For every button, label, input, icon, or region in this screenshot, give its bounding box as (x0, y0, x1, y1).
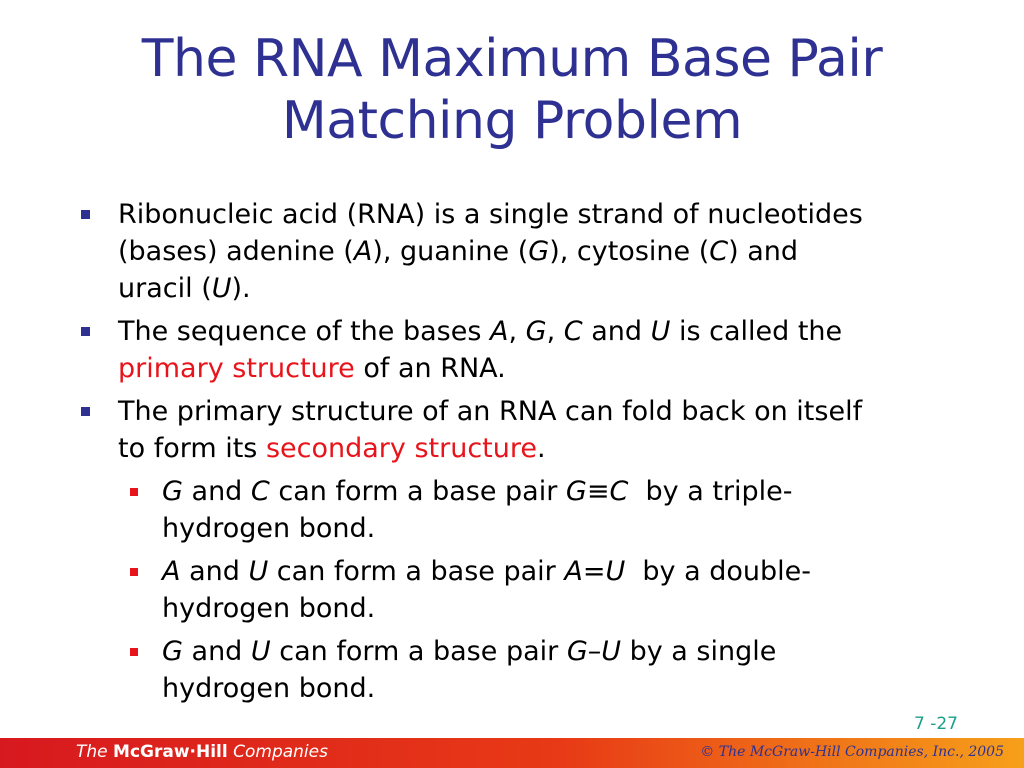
text-line (118, 233, 978, 270)
text-run: Ribonucleic acid (RNA) is a single strand of nucleotides (118, 199, 863, 230)
subbullet-gc-pair (78, 473, 978, 547)
base-symbol: G (528, 236, 550, 267)
copyright-notice: © The McGraw-Hill Companies, Inc., 2005 (700, 744, 1004, 760)
footer-bar (0, 738, 1024, 768)
text-run: is called the (670, 316, 843, 347)
highlight-term: secondary structure (265, 433, 537, 464)
bullet-primary-structure (78, 313, 978, 387)
highlight-term: primary structure (118, 353, 355, 384)
text-line (162, 633, 978, 670)
slide-body (78, 196, 978, 713)
text-run: by a double- (625, 556, 811, 587)
text-run: and (182, 636, 251, 667)
base-symbol: G (525, 316, 547, 347)
base-symbol: A (353, 236, 373, 267)
text-line (118, 350, 978, 387)
text-run: ), cytosine ( (549, 236, 710, 267)
logo-suffix: Companies (227, 742, 328, 762)
base-symbol: C (563, 316, 583, 347)
base-symbol: U (650, 316, 671, 347)
base-pair-symbol: G≡C (565, 476, 629, 507)
text-run: can form a base pair (268, 556, 565, 587)
base-symbol: G (162, 636, 183, 667)
text-line (118, 196, 978, 233)
text-run: hydrogen bond. (162, 673, 376, 704)
base-symbol: A (162, 556, 181, 587)
base-symbol: G (162, 476, 183, 507)
base-symbol: C (709, 236, 729, 267)
text-line (162, 590, 978, 627)
text-run: ), guanine ( (372, 236, 529, 267)
text-run: ). (231, 273, 251, 304)
logo-prefix: The (76, 742, 114, 762)
text-run: The primary structure of an RNA can fold back on itself (118, 396, 863, 427)
text-run: and (582, 316, 651, 347)
square-subbullet-icon (130, 488, 138, 496)
text-run: to form its (118, 433, 266, 464)
base-symbol: C (250, 476, 270, 507)
base-pair-symbol: A=U (564, 556, 626, 587)
bullet-secondary-structure (78, 393, 978, 467)
logo-brand: McGraw·Hill (113, 742, 228, 762)
slide-title (60, 28, 964, 152)
text-run: , (546, 316, 564, 347)
base-pair-symbol: G–U (566, 636, 622, 667)
text-run: hydrogen bond. (162, 593, 376, 624)
square-bullet-icon (81, 327, 90, 336)
text-line (162, 670, 978, 707)
text-run: . (537, 433, 546, 464)
text-line (162, 473, 978, 510)
subbullet-au-pair (78, 553, 978, 627)
text-run: uracil ( (118, 273, 212, 304)
subbullet-gu-pair (78, 633, 978, 707)
bullet-rna-definition (78, 196, 978, 307)
text-line (118, 313, 978, 350)
base-symbol: U (248, 556, 269, 587)
text-run: of an RNA. (354, 353, 506, 384)
text-run: and (180, 556, 249, 587)
square-bullet-icon (81, 210, 90, 219)
text-run: can form a base pair (269, 476, 566, 507)
square-bullet-icon (81, 407, 90, 416)
page-number: 7 -27 (914, 714, 958, 734)
slide-title-line-2: Matching Problem (281, 91, 743, 151)
square-subbullet-icon (130, 568, 138, 576)
text-run: can form a base pair (270, 636, 567, 667)
publisher-logo (76, 742, 328, 762)
text-run: ) and (728, 236, 799, 267)
text-run: by a triple- (628, 476, 793, 507)
base-symbol: U (211, 273, 232, 304)
text-line (162, 510, 978, 547)
text-line (162, 553, 978, 590)
text-run: and (182, 476, 251, 507)
text-run: by a single (621, 636, 777, 667)
text-line (118, 393, 978, 430)
text-run: , (508, 316, 526, 347)
text-line (118, 270, 978, 307)
text-line (118, 430, 978, 467)
base-symbol: A (490, 316, 509, 347)
square-subbullet-icon (130, 648, 138, 656)
base-symbol: U (250, 636, 271, 667)
text-run: (bases) adenine ( (118, 236, 354, 267)
slide-title-line-1: The RNA Maximum Base Pair (141, 29, 883, 89)
text-run: hydrogen bond. (162, 513, 376, 544)
text-run: The sequence of the bases (118, 316, 491, 347)
